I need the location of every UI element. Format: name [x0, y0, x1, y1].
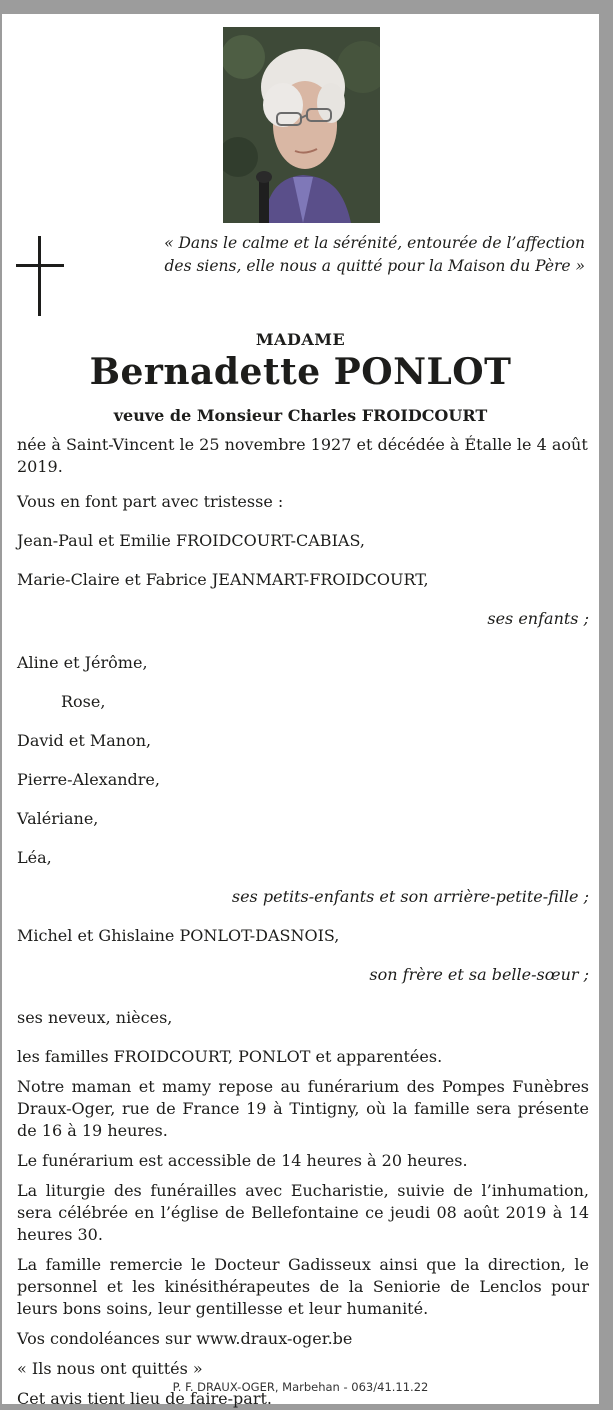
grandchild-line: Valériane,: [17, 809, 99, 828]
obituary-card: [2, 14, 599, 1408]
grandchild-line: Pierre-Alexandre,: [17, 770, 160, 789]
quitted-line: « Ils nous ont quittés »: [17, 1359, 203, 1378]
funerarium-paragraph: Notre maman et mamy repose au funérarium des Pompes Funèbres Draux-Oger, rue de France 19 à Tintigny, où la famille sera présente de 16 à 19 heures.: [17, 1077, 589, 1140]
grandchild-line: David et Manon,: [17, 731, 152, 750]
widow-of: veuve de Monsieur Charles FROIDCOURT: [113, 406, 488, 425]
access-line: Le funérarium est accessible de 14 heures à 20 heures.: [17, 1151, 468, 1170]
liturgy-paragraph: La liturgie des funérailles avec Eucharistie, suivie de l’inhumation, sera célébrée en l’église de Bellefontaine ce jeudi 08 août 2019 à 14 heures 30.: [17, 1181, 589, 1244]
honorific: MADAME: [255, 330, 346, 349]
portrait-photo: [223, 27, 380, 223]
obituary-body: [17, 434, 589, 1410]
deceased-name: Bernadette PONLOT: [89, 351, 512, 393]
grandchild-line: Léa,: [17, 848, 52, 867]
children-label: ses enfants ;: [487, 609, 589, 628]
grandchildren-label: ses petits-enfants et son arrière-petite-fille ;: [231, 887, 589, 906]
sibling-line: Michel et Ghislaine PONLOT-DASNOIS,: [17, 926, 340, 945]
birth-death-line: née à Saint-Vincent le 25 novembre 1927 et décédée à Étalle le 4 août 2019.: [17, 435, 588, 476]
child-line: Jean-Paul et Emilie FROIDCOURT-CABIAS,: [17, 531, 365, 550]
cross-icon: [16, 236, 64, 316]
notice-line: Cet avis tient lieu de faire-part.: [17, 1389, 272, 1408]
funeral-home-footer: P. F. DRAUX-OGER, Marbehan - 063/41.11.22: [172, 1380, 429, 1394]
grandchild-line: Aline et Jérôme,: [17, 653, 148, 672]
intro-line: Vous en font part avec tristesse :: [17, 492, 284, 511]
sibling-label: son frère et sa belle-sœur ;: [369, 965, 589, 984]
great-grandchild-line: Rose,: [61, 692, 106, 711]
families-line: les familles FROIDCOURT, PONLOT et apparentées.: [17, 1047, 443, 1066]
condolences-line: Vos condoléances sur www.draux-oger.be: [17, 1329, 353, 1348]
epitaph-quote: « Dans le calme et la sérénité, entourée de l’affection des siens, elle nous a quitté pour la Maison du Père »: [164, 234, 585, 275]
thanks-paragraph: La famille remercie le Docteur Gadisseux ainsi que la direction, le personnel et les kinésithérapeutes de la Seniorie de Lenclos pour leurs bons soins, leur gentillesse et leur humanité.: [17, 1255, 589, 1318]
nephews-line: ses neveux, nièces,: [17, 1008, 173, 1027]
child-line: Marie-Claire et Fabrice JEANMART-FROIDCOURT,: [17, 570, 429, 589]
